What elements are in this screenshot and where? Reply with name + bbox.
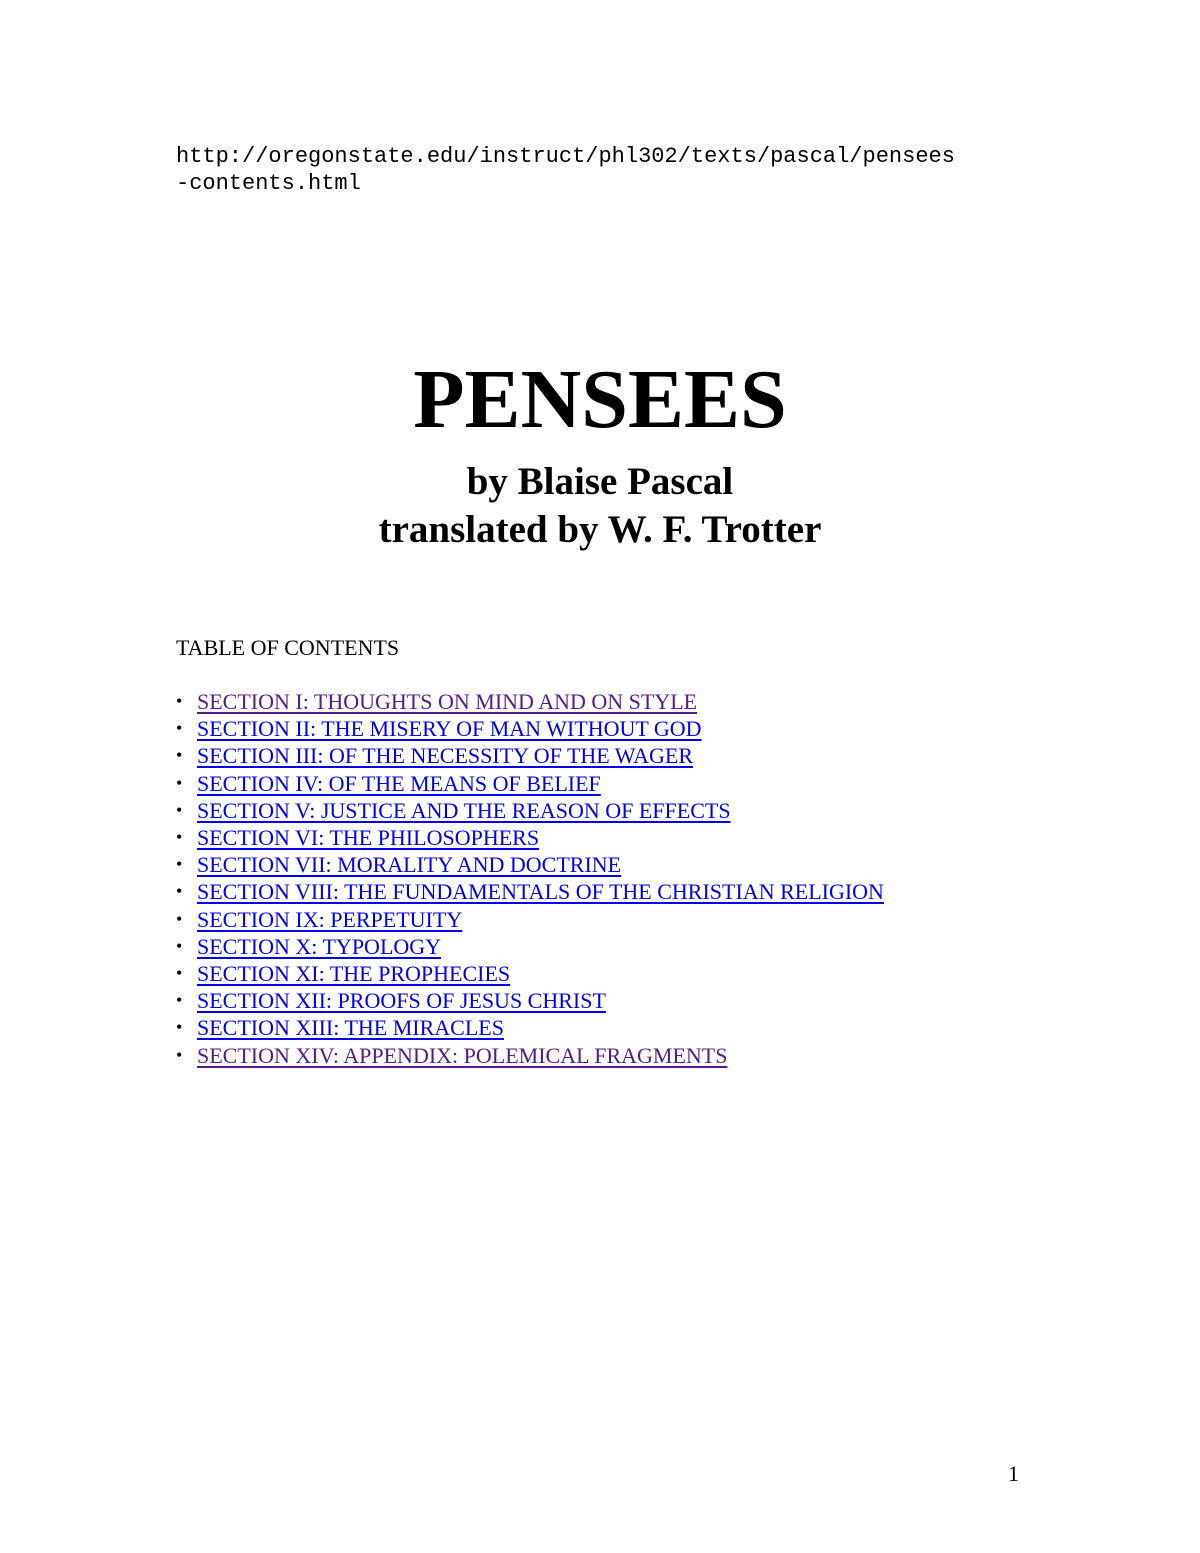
- toc-link-section-11[interactable]: SECTION XI: THE PROPHECIES: [197, 960, 511, 986]
- list-item: [176, 797, 884, 824]
- bullet-icon: •: [176, 908, 183, 929]
- bullet-icon: •: [176, 718, 183, 739]
- list-item: [176, 770, 884, 797]
- toc-link-section-8[interactable]: SECTION VIII: THE FUNDAMENTALS OF THE CHRISTIAN RELIGION: [197, 879, 884, 905]
- bullet-icon: •: [176, 827, 183, 848]
- toc-link-section-10[interactable]: SECTION X: TYPOLOGY: [197, 933, 442, 959]
- page-number: 1: [1008, 1461, 1019, 1486]
- list-item: [176, 1041, 884, 1068]
- toc-link-section-1[interactable]: SECTION I: THOUGHTS ON MIND AND ON STYLE: [197, 689, 698, 715]
- bullet-icon: •: [176, 745, 183, 766]
- source-url-line-2: -contents.html: [176, 171, 361, 196]
- byline: [0, 458, 1200, 554]
- toc-link-section-14[interactable]: SECTION XIV: APPENDIX: POLEMICAL FRAGMENTS: [197, 1042, 728, 1068]
- source-url: [176, 143, 1036, 197]
- toc-link-section-3[interactable]: SECTION III: OF THE NECESSITY OF THE WAGER: [197, 743, 694, 769]
- list-item: [176, 715, 884, 742]
- bullet-icon: •: [176, 799, 183, 820]
- toc-link-section-7[interactable]: SECTION VII: MORALITY AND DOCTRINE: [197, 852, 622, 878]
- toc-list: [176, 688, 884, 1069]
- bullet-icon: •: [176, 1044, 183, 1065]
- list-item: [176, 688, 884, 715]
- bullet-icon: •: [176, 935, 183, 956]
- toc-link-section-6[interactable]: SECTION VI: THE PHILOSOPHERS: [197, 825, 540, 851]
- toc-link-section-13[interactable]: SECTION XIII: THE MIRACLES: [197, 1015, 504, 1041]
- author-line: by Blaise Pascal: [466, 460, 734, 503]
- toc-link-section-12[interactable]: SECTION XII: PROOFS OF JESUS CHRIST: [197, 988, 606, 1014]
- list-item: [176, 933, 884, 960]
- list-item: [176, 987, 884, 1014]
- translator-line: translated by W. F. Trotter: [378, 508, 822, 551]
- source-url-line-1: http://oregonstate.edu/instruct/phl302/texts/pascal/pensees: [176, 144, 955, 169]
- toc-heading: TABLE OF CONTENTS: [176, 635, 400, 660]
- bullet-icon: •: [176, 691, 183, 712]
- list-item: [176, 878, 884, 905]
- bullet-icon: •: [176, 1017, 183, 1038]
- toc-link-section-2[interactable]: SECTION II: THE MISERY OF MAN WITHOUT GOD: [197, 716, 702, 742]
- toc-link-section-9[interactable]: SECTION IX: PERPETUITY: [197, 906, 463, 932]
- bullet-icon: •: [176, 962, 183, 983]
- toc-link-section-4[interactable]: SECTION IV: OF THE MEANS OF BELIEF: [197, 770, 601, 796]
- document-title: PENSEES: [413, 353, 787, 446]
- list-item: [176, 824, 884, 851]
- list-item: [176, 1014, 884, 1041]
- toc-link-section-5[interactable]: SECTION V: JUSTICE AND THE REASON OF EFFECTS: [197, 797, 731, 823]
- list-item: [176, 960, 884, 987]
- bullet-icon: •: [176, 881, 183, 902]
- list-item: [176, 906, 884, 933]
- list-item: [176, 742, 884, 769]
- bullet-icon: •: [176, 990, 183, 1011]
- bullet-icon: •: [176, 772, 183, 793]
- list-item: [176, 851, 884, 878]
- bullet-icon: •: [176, 854, 183, 875]
